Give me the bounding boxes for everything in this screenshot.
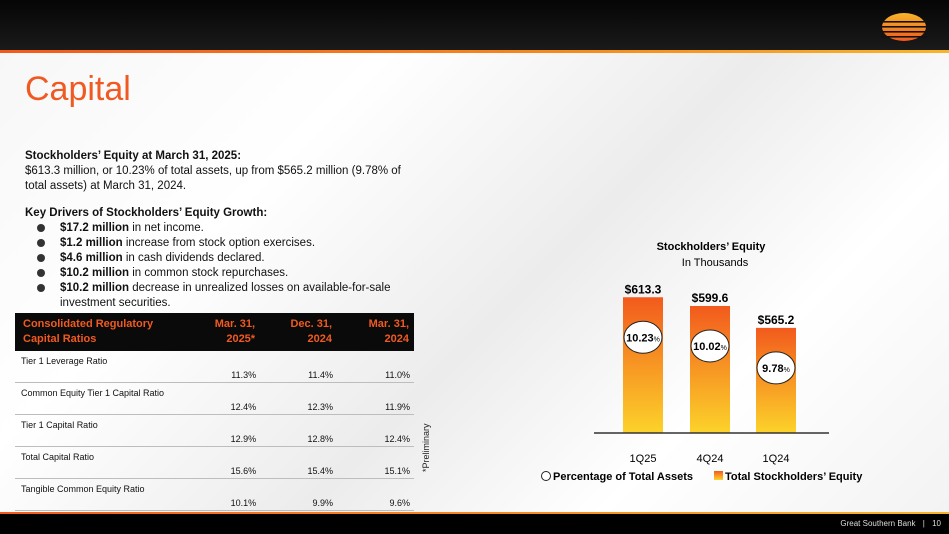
bar-4q24 [690,306,730,433]
legend-percent-label: Percentage of Total Assets [553,471,693,483]
table-cell: 15.6% [194,447,260,479]
footer [840,519,941,528]
table-cell: 11.9% [337,383,414,415]
footer-company: Great Southern Bank [840,519,916,528]
legend-equity-label: Total Stockholders’ Equity [725,471,863,483]
bar-value-label: $599.6 [691,290,729,305]
table-cell: 15.4% [260,447,337,479]
slide-title: Capital [25,70,131,108]
table-cell: Tangible Common Equity Ratio [15,479,194,511]
equity-heading: Stockholders’ Equity at March 31, 2025: [25,150,242,162]
table-cell: 12.3% [260,383,337,415]
chart-subtitle: In Thousands [681,257,749,269]
list-item: $10.2 million decrease in unrealized losses on available-for-sale investment securities. [25,281,425,311]
bottom-bar [0,514,949,534]
legend-percent-icon [542,472,551,481]
percent-label: 10.02% [693,340,727,353]
table-header: Mar. 31, 2024 [337,313,414,351]
table-header: Dec. 31, 2024 [260,313,337,351]
table-cell: 10.1% [194,479,260,511]
table-header: Consolidated Regulatory Capital Ratios [15,313,194,351]
percent-label: 9.78% [762,362,790,375]
table-cell: 11.4% [260,351,337,383]
footer-separator: | [922,519,925,528]
table-cell: 11.0% [337,351,414,383]
table-cell: 9.6% [337,479,414,511]
table-cell: 12.4% [194,383,260,415]
equity-text: $613.3 million, or 10.23% of total assets, up from $565.2 million (9.78% of total assets) at March 31, 2024. [25,165,401,192]
page-number: 10 [932,519,941,528]
table-cell: Tier 1 Leverage Ratio [15,351,194,383]
bar-1q25 [623,297,663,433]
table-cell: Tier 1 Capital Ratio [15,415,194,447]
table-cell: Common Equity Tier 1 Capital Ratio [15,383,194,415]
list-item: $10.2 million in common stock repurchases. [25,266,425,281]
table-cell: 15.1% [337,447,414,479]
drivers-heading: Key Drivers of Stockholders’ Equity Growth: [25,207,268,219]
preliminary-note: *Preliminary [421,423,431,472]
table-cell: Total Capital Ratio [15,447,194,479]
percent-label: 10.23% [626,332,660,345]
bar-value-label: $613.3 [624,282,662,297]
table-cell: 12.9% [194,415,260,447]
list-item: $1.2 million increase from stock option exercises. [25,236,425,251]
list-item: $4.6 million in cash dividends declared. [25,251,425,266]
table-cell: 9.9% [260,479,337,511]
bar-value-label: $565.2 [757,312,795,327]
category-label: 4Q24 [696,453,724,465]
table-cell: 12.8% [260,415,337,447]
chart-title: Stockholders’ Equity [656,241,766,253]
table-cell: 12.4% [337,415,414,447]
category-label: 1Q25 [629,453,657,465]
list-item: $17.2 million in net income. [25,221,425,236]
table-header: Mar. 31, 2025* [194,313,260,351]
table-cell: 11.3% [194,351,260,383]
legend-equity-swatch [714,471,723,480]
category-label: 1Q24 [762,453,790,465]
